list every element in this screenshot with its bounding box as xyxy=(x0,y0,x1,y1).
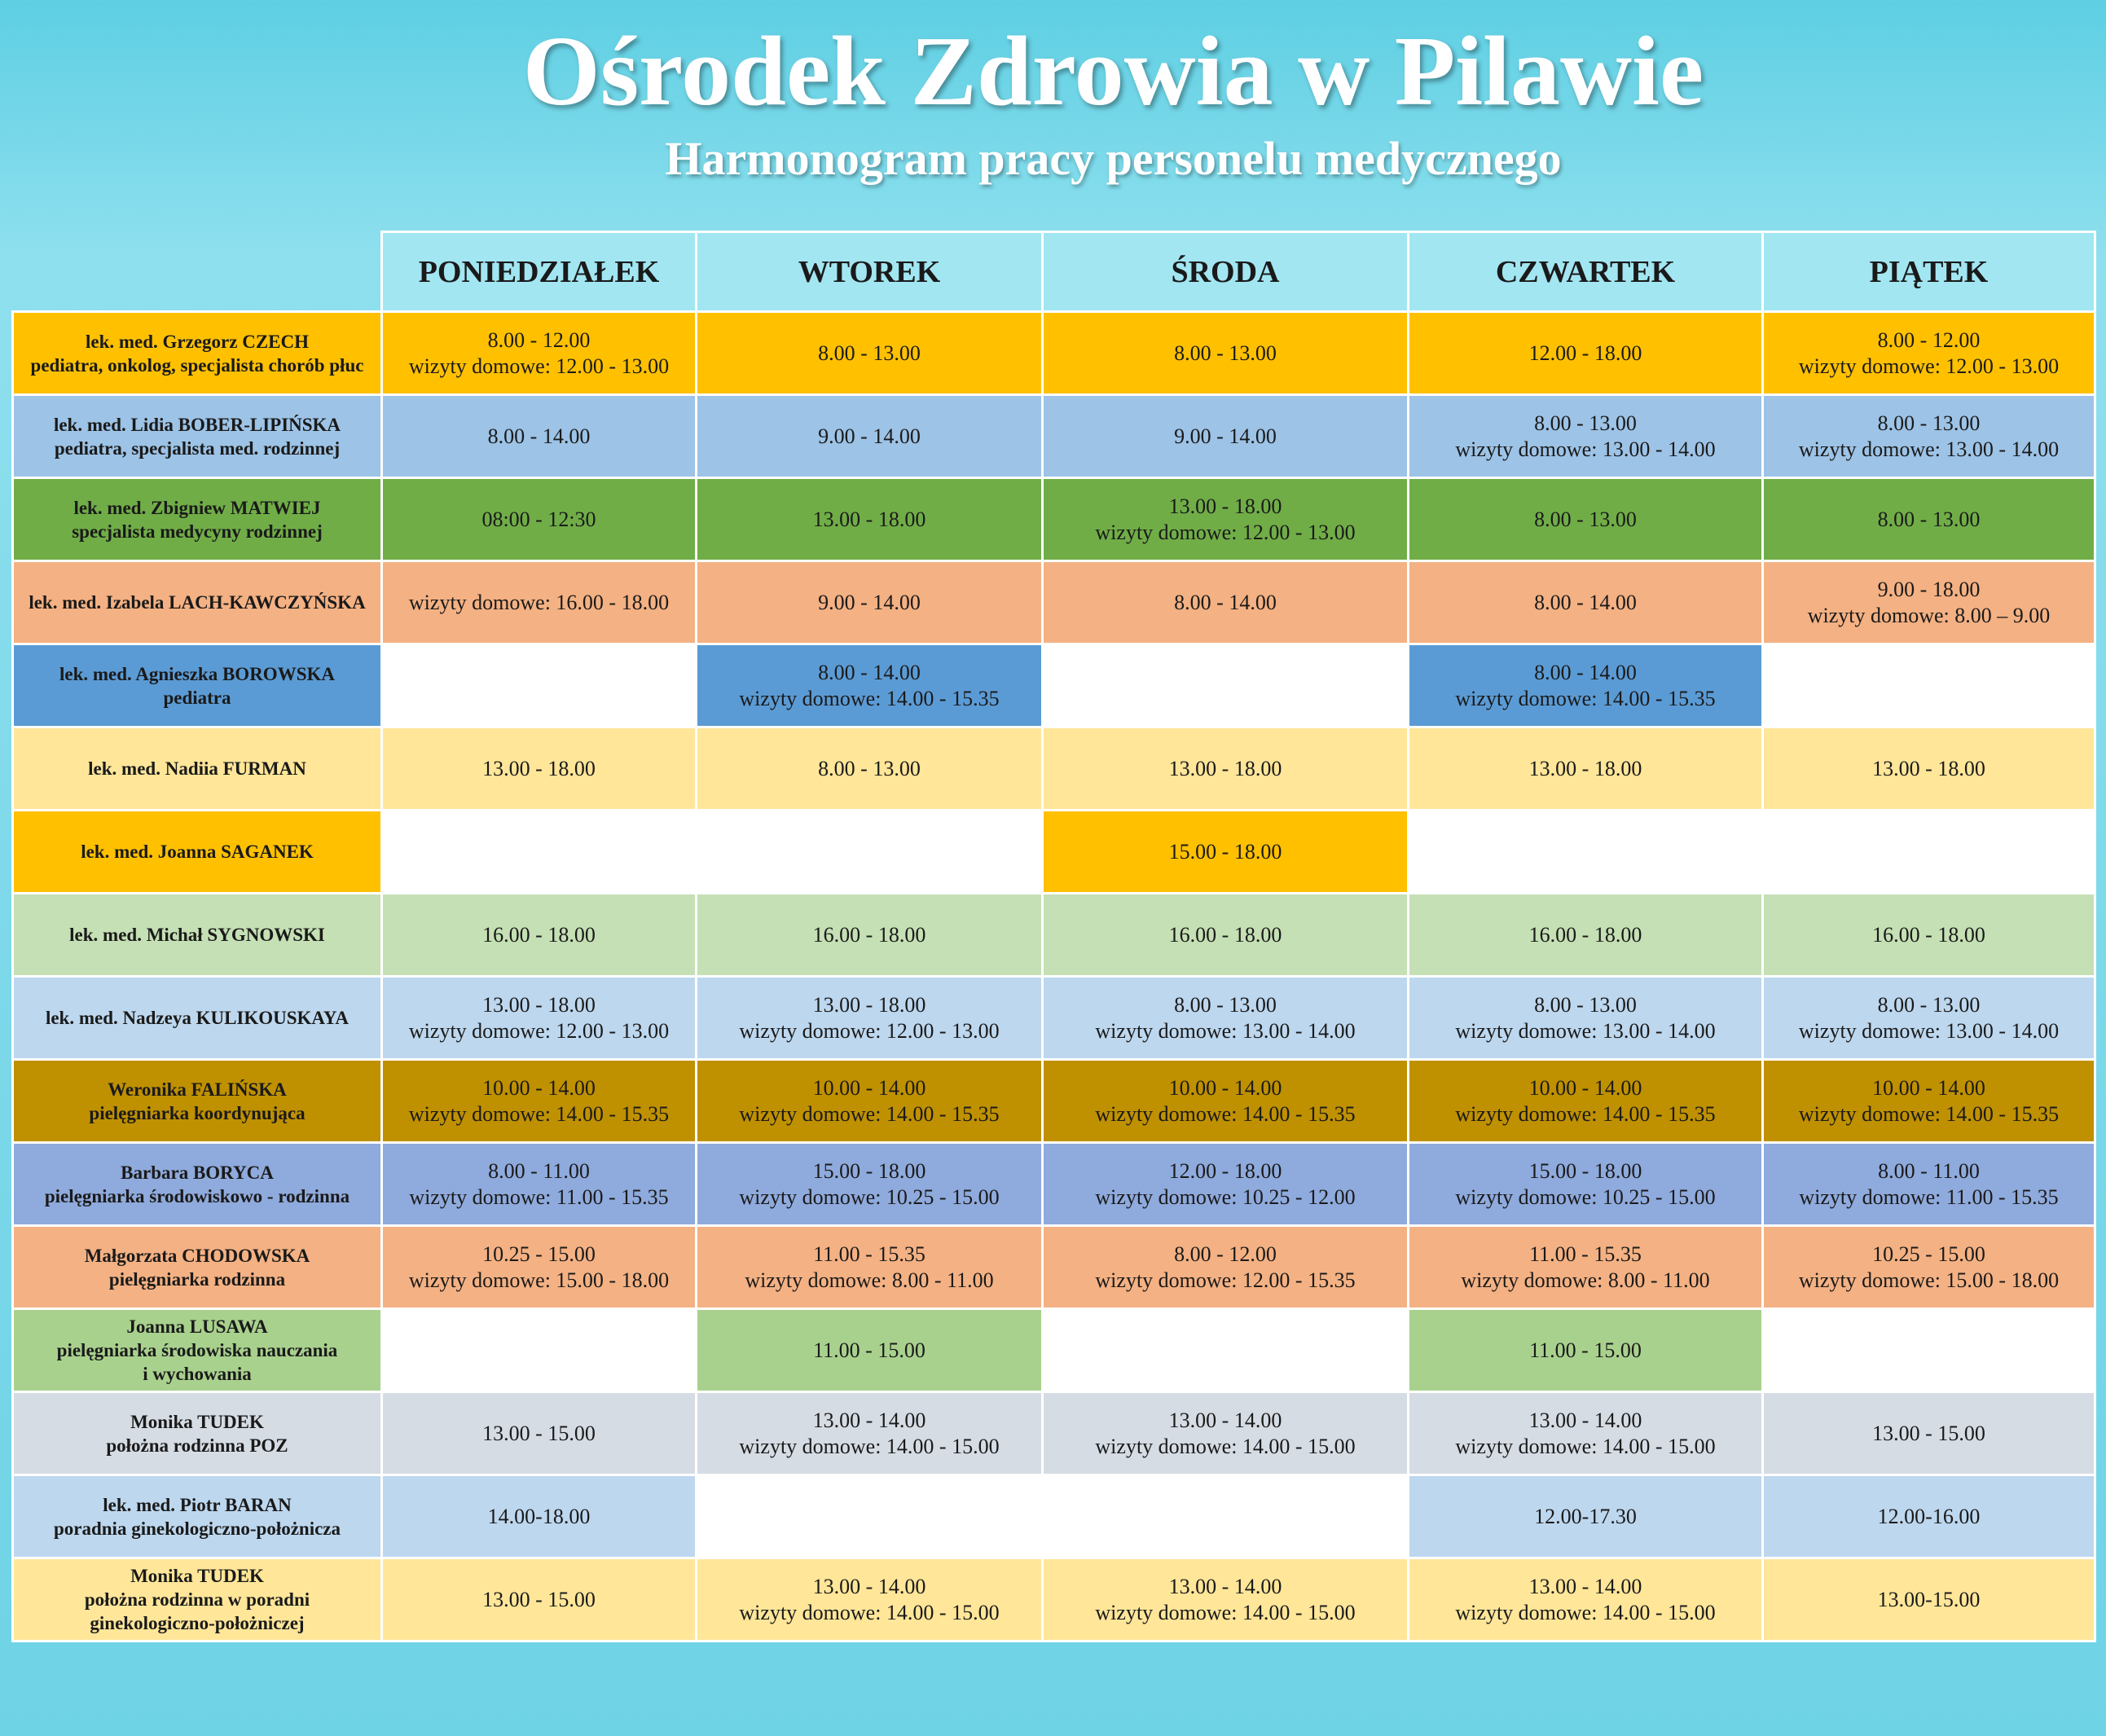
home-visit-hours: wizyty domowe: 8.00 - 11.00 xyxy=(745,1268,994,1292)
hours-cell-wednesday xyxy=(1043,1060,1409,1143)
table-row xyxy=(13,1309,2095,1392)
office-hours: 10.00 - 14.00 xyxy=(1872,1075,1985,1100)
staff-role: pediatra, specjalista med. rodzinnej xyxy=(54,437,341,459)
table-row xyxy=(13,1060,2095,1143)
office-hours: 13.00 - 14.00 xyxy=(1168,1574,1282,1598)
staff-name-cell xyxy=(13,1060,382,1143)
hours-cell-tuesday xyxy=(697,1309,1043,1392)
hours-cell-thursday xyxy=(1409,395,1763,478)
home-visit-hours: wizyty domowe: 10.25 - 15.00 xyxy=(1455,1184,1716,1209)
table-row xyxy=(13,811,2095,894)
staff-name-cell xyxy=(13,1475,382,1558)
day-header-thursday: CZWARTEK xyxy=(1409,232,1763,312)
staff-name-cell xyxy=(13,395,382,478)
table-row xyxy=(13,727,2095,811)
staff-name-cell xyxy=(13,312,382,395)
office-hours: 16.00 - 18.00 xyxy=(1872,922,1985,947)
table-row xyxy=(13,894,2095,977)
office-hours: 13.00 - 18.00 xyxy=(1872,756,1985,780)
office-hours: 14.00-18.00 xyxy=(487,1504,591,1528)
home-visit-hours: wizyty domowe: 10.25 - 12.00 xyxy=(1095,1184,1356,1209)
office-hours: 8.00 - 13.00 xyxy=(818,756,921,780)
hours-cell-monday xyxy=(382,478,697,561)
staff-name-cell xyxy=(13,561,382,644)
hours-cell-friday xyxy=(1763,1558,2095,1642)
hours-cell-wednesday xyxy=(1043,1226,1409,1309)
hours-cell-wednesday xyxy=(1043,478,1409,561)
hours-cell-monday xyxy=(382,395,697,478)
office-hours: 8.00 - 14.00 xyxy=(1534,590,1637,614)
table-row xyxy=(13,312,2095,395)
home-visit-hours: wizyty domowe: 11.00 - 15.35 xyxy=(1799,1184,2059,1209)
staff-name: lek. med. Agnieszka BOROWSKA xyxy=(59,663,335,684)
office-hours: 13.00 - 18.00 xyxy=(482,992,596,1017)
staff-name-cell xyxy=(13,478,382,561)
office-hours: 10.00 - 14.00 xyxy=(812,1075,926,1100)
hours-cell-friday xyxy=(1763,894,2095,977)
staff-name-cell xyxy=(13,1143,382,1226)
hours-cell-thursday xyxy=(1409,1558,1763,1642)
hours-cell-wednesday xyxy=(1043,727,1409,811)
hours-cell-friday xyxy=(1763,1060,2095,1143)
office-hours: 8.00 - 13.00 xyxy=(1174,341,1277,365)
staff-name-cell xyxy=(13,644,382,727)
hours-cell-thursday xyxy=(1409,1475,1763,1558)
table-row xyxy=(13,1226,2095,1309)
staff-role: i wychowania xyxy=(143,1364,252,1384)
home-visit-hours: wizyty domowe: 14.00 - 15.00 xyxy=(739,1600,1000,1624)
office-hours: 16.00 - 18.00 xyxy=(812,922,926,947)
hours-cell-monday xyxy=(382,1143,697,1226)
home-visit-hours: wizyty domowe: 12.00 - 13.00 xyxy=(408,354,670,378)
office-hours: 13.00 - 14.00 xyxy=(812,1574,926,1598)
office-hours: 11.00 - 15.35 xyxy=(813,1242,925,1266)
hours-cell-monday xyxy=(382,727,697,811)
staff-name-cell xyxy=(13,1392,382,1475)
home-visit-hours: wizyty domowe: 10.25 - 15.00 xyxy=(739,1184,1000,1209)
office-hours: 8.00 - 13.00 xyxy=(1174,992,1277,1017)
hours-cell-wednesday xyxy=(1043,312,1409,395)
hours-cell-tuesday xyxy=(697,1143,1043,1226)
office-hours: 10.25 - 15.00 xyxy=(1872,1242,1985,1266)
hours-cell-tuesday xyxy=(697,811,1043,894)
office-hours: 12.00-17.30 xyxy=(1534,1504,1637,1528)
hours-cell-monday xyxy=(382,1392,697,1475)
office-hours: 8.00 - 13.00 xyxy=(1877,411,1981,435)
hours-cell-wednesday xyxy=(1043,977,1409,1060)
home-visit-hours: wizyty domowe: 13.00 - 14.00 xyxy=(1798,1018,2060,1043)
office-hours: 15.00 - 18.00 xyxy=(812,1158,926,1183)
staff-name-cell xyxy=(13,1309,382,1392)
hours-cell-monday xyxy=(382,1558,697,1642)
hours-cell-friday xyxy=(1763,1143,2095,1226)
hours-cell-friday xyxy=(1763,1226,2095,1309)
hours-cell-thursday xyxy=(1409,1143,1763,1226)
home-visit-hours: wizyty domowe: 13.00 - 14.00 xyxy=(1798,437,2060,461)
home-visit-hours: wizyty domowe: 14.00 - 15.00 xyxy=(1095,1600,1356,1624)
office-hours: 8.00 - 13.00 xyxy=(1534,411,1637,435)
day-header-monday: PONIEDZIAŁEK xyxy=(382,232,697,312)
office-hours: 10.25 - 15.00 xyxy=(482,1242,596,1266)
staff-name: Barbara BORYCA xyxy=(121,1162,274,1183)
home-visit-hours: wizyty domowe: 11.00 - 15.35 xyxy=(409,1184,669,1209)
home-visit-hours: wizyty domowe: 12.00 - 13.00 xyxy=(1798,354,2060,378)
hours-cell-monday xyxy=(382,644,697,727)
office-hours: 9.00 - 14.00 xyxy=(1174,424,1277,448)
hours-cell-tuesday xyxy=(697,1060,1043,1143)
office-hours: 8.00 - 13.00 xyxy=(1534,992,1637,1017)
office-hours: 10.00 - 14.00 xyxy=(482,1075,596,1100)
home-visit-hours: wizyty domowe: 12.00 - 13.00 xyxy=(739,1018,1000,1043)
office-hours: 13.00 - 18.00 xyxy=(812,507,926,531)
staff-name: lek. med. Zbigniew MATWIEJ xyxy=(73,497,321,518)
home-visit-hours: wizyty domowe: 14.00 - 15.35 xyxy=(1455,686,1716,710)
staff-name: lek. med. Grzegorz CZECH xyxy=(85,331,310,352)
hours-cell-tuesday xyxy=(697,1475,1043,1558)
hours-cell-thursday xyxy=(1409,727,1763,811)
hours-cell-monday xyxy=(382,811,697,894)
staff-name: lek. med. Izabela LACH-KAWCZYŃSKA xyxy=(29,592,366,613)
hours-cell-thursday xyxy=(1409,1392,1763,1475)
office-hours: 13.00 - 18.00 xyxy=(1168,756,1282,780)
hours-cell-monday xyxy=(382,977,697,1060)
office-hours: 11.00 - 15.00 xyxy=(1529,1338,1642,1362)
office-hours: 8.00 - 14.00 xyxy=(487,424,591,448)
hours-cell-friday xyxy=(1763,478,2095,561)
office-hours: 13.00 - 18.00 xyxy=(1528,756,1642,780)
hours-cell-thursday xyxy=(1409,1226,1763,1309)
table-row xyxy=(13,395,2095,478)
hours-cell-wednesday xyxy=(1043,395,1409,478)
office-hours: 13.00 - 14.00 xyxy=(1168,1408,1282,1432)
hours-cell-tuesday xyxy=(697,894,1043,977)
hours-cell-tuesday xyxy=(697,727,1043,811)
staff-name: lek. med. Lidia BOBER-LIPIŃSKA xyxy=(53,414,341,435)
hours-cell-monday xyxy=(382,1060,697,1143)
hours-cell-wednesday xyxy=(1043,1475,1409,1558)
day-header-wednesday: ŚRODA xyxy=(1043,232,1409,312)
office-hours: 8.00 - 12.00 xyxy=(1877,327,1981,352)
hours-cell-friday xyxy=(1763,811,2095,894)
office-hours: 8.00 - 14.00 xyxy=(1174,590,1277,614)
hours-cell-thursday xyxy=(1409,977,1763,1060)
hours-cell-monday xyxy=(382,1226,697,1309)
home-visit-hours: wizyty domowe: 14.00 - 15.35 xyxy=(1798,1101,2060,1126)
staff-role: poradnia ginekologiczno-położnicza xyxy=(53,1518,341,1539)
page-title: Ośrodek Zdrowia w Pilawie xyxy=(522,16,1704,126)
office-hours: 15.00 - 18.00 xyxy=(1168,839,1282,864)
home-visit-hours: wizyty domowe: 12.00 - 13.00 xyxy=(408,1018,670,1043)
office-hours: 8.00 - 13.00 xyxy=(818,341,921,365)
table-row xyxy=(13,1392,2095,1475)
office-hours: 8.00 - 14.00 xyxy=(818,660,921,684)
staff-name-cell xyxy=(13,727,382,811)
hours-cell-wednesday xyxy=(1043,1309,1409,1392)
hours-cell-thursday xyxy=(1409,1309,1763,1392)
home-visit-hours: wizyty domowe: 14.00 - 15.00 xyxy=(1455,1434,1716,1458)
hours-cell-tuesday xyxy=(697,1226,1043,1309)
hours-cell-wednesday xyxy=(1043,1143,1409,1226)
home-visit-hours: wizyty domowe: 13.00 - 14.00 xyxy=(1455,437,1716,461)
office-hours: 9.00 - 18.00 xyxy=(1877,577,1981,601)
day-header-row xyxy=(13,232,2095,312)
home-visit-hours: wizyty domowe: 12.00 - 13.00 xyxy=(1095,520,1356,544)
staff-name-cell xyxy=(13,894,382,977)
office-hours: 8.00 - 13.00 xyxy=(1877,992,1981,1017)
staff-name-cell xyxy=(13,977,382,1060)
office-hours: 8.00 - 12.00 xyxy=(487,327,591,352)
hours-cell-friday xyxy=(1763,1475,2095,1558)
staff-role: pediatra, onkolog, specjalista chorób płuc xyxy=(30,354,364,376)
hours-cell-friday xyxy=(1763,977,2095,1060)
table-row xyxy=(13,478,2095,561)
table-row xyxy=(13,1143,2095,1226)
staff-role: specjalista medycyny rodzinnej xyxy=(72,521,323,542)
office-hours: 13.00 - 15.00 xyxy=(482,1587,596,1611)
home-visit-hours: wizyty domowe: 14.00 - 15.35 xyxy=(739,686,1000,710)
table-row xyxy=(13,561,2095,644)
office-hours: wizyty domowe: 16.00 - 18.00 xyxy=(408,590,670,614)
staff-name: lek. med. Nadiia FURMAN xyxy=(88,758,306,779)
hours-cell-friday xyxy=(1763,312,2095,395)
hours-cell-tuesday xyxy=(697,478,1043,561)
office-hours: 13.00 - 18.00 xyxy=(482,756,596,780)
home-visit-hours: wizyty domowe: 14.00 - 15.35 xyxy=(739,1101,1000,1126)
hours-cell-friday xyxy=(1763,395,2095,478)
staff-name: lek. med. Michał SYGNOWSKI xyxy=(69,925,325,945)
office-hours: 8.00 - 13.00 xyxy=(1534,507,1637,531)
staff-name-cell xyxy=(13,811,382,894)
hours-cell-thursday xyxy=(1409,478,1763,561)
staff-name: Małgorzata CHODOWSKA xyxy=(84,1245,310,1266)
office-hours: 11.00 - 15.00 xyxy=(813,1338,925,1362)
office-hours: 12.00-16.00 xyxy=(1877,1504,1981,1528)
staff-name: Joanna LUSAWA xyxy=(126,1316,268,1337)
office-hours: 12.00 - 18.00 xyxy=(1528,341,1642,365)
office-hours: 8.00 - 11.00 xyxy=(488,1158,590,1183)
office-hours: 13.00 - 14.00 xyxy=(1528,1408,1642,1432)
staff-role: pielęgniarka środowiska nauczania xyxy=(56,1340,338,1360)
hours-cell-monday xyxy=(382,312,697,395)
staff-name: lek. med. Nadzeya KULIKOUSKAYA xyxy=(45,1008,350,1028)
hours-cell-wednesday xyxy=(1043,1392,1409,1475)
office-hours: 16.00 - 18.00 xyxy=(482,922,596,947)
hours-cell-friday xyxy=(1763,727,2095,811)
office-hours: 11.00 - 15.35 xyxy=(1529,1242,1642,1266)
day-header-friday: PIĄTEK xyxy=(1763,232,2095,312)
hours-cell-thursday xyxy=(1409,644,1763,727)
table-row xyxy=(13,1558,2095,1642)
office-hours: 12.00 - 18.00 xyxy=(1168,1158,1282,1183)
staff-name-cell xyxy=(13,1558,382,1642)
staff-name-cell xyxy=(13,1226,382,1309)
office-hours: 10.00 - 14.00 xyxy=(1168,1075,1282,1100)
home-visit-hours: wizyty domowe: 13.00 - 14.00 xyxy=(1095,1018,1356,1043)
hours-cell-tuesday xyxy=(697,1558,1043,1642)
home-visit-hours: wizyty domowe: 14.00 - 15.35 xyxy=(1095,1101,1356,1126)
page-subtitle: Harmonogram pracy personelu medycznego xyxy=(665,132,1562,185)
hours-cell-tuesday xyxy=(697,395,1043,478)
hours-cell-wednesday xyxy=(1043,1558,1409,1642)
hours-cell-thursday xyxy=(1409,561,1763,644)
schedule-body xyxy=(13,312,2095,1642)
staff-name: Weronika FALIŃSKA xyxy=(108,1079,287,1100)
corner-cell xyxy=(13,232,382,312)
hours-cell-thursday xyxy=(1409,312,1763,395)
hours-cell-tuesday xyxy=(697,644,1043,727)
home-visit-hours: wizyty domowe: 14.00 - 15.00 xyxy=(739,1434,1000,1458)
home-visit-hours: wizyty domowe: 13.00 - 14.00 xyxy=(1455,1018,1716,1043)
office-hours: 9.00 - 14.00 xyxy=(818,590,921,614)
staff-role: pielęgniarka koordynująca xyxy=(89,1102,306,1123)
day-header-tuesday: WTOREK xyxy=(697,232,1043,312)
office-hours: 8.00 - 13.00 xyxy=(1877,507,1981,531)
office-hours: 15.00 - 18.00 xyxy=(1528,1158,1642,1183)
staff-role: pielęgniarka rodzinna xyxy=(108,1268,286,1290)
staff-name: Monika TUDEK xyxy=(130,1566,264,1586)
home-visit-hours: wizyty domowe: 14.00 - 15.35 xyxy=(1455,1101,1716,1126)
schedule-table xyxy=(11,231,2096,1642)
office-hours: 13.00 - 18.00 xyxy=(812,992,926,1017)
hours-cell-wednesday xyxy=(1043,894,1409,977)
hours-cell-tuesday xyxy=(697,977,1043,1060)
office-hours: 13.00 - 14.00 xyxy=(812,1408,926,1432)
hours-cell-tuesday xyxy=(697,312,1043,395)
home-visit-hours: wizyty domowe: 15.00 - 18.00 xyxy=(408,1268,670,1292)
hours-cell-friday xyxy=(1763,1392,2095,1475)
hours-cell-monday xyxy=(382,1309,697,1392)
home-visit-hours: wizyty domowe: 8.00 – 9.00 xyxy=(1807,603,2051,627)
hours-cell-thursday xyxy=(1409,811,1763,894)
hours-cell-tuesday xyxy=(697,561,1043,644)
office-hours: 13.00 - 15.00 xyxy=(482,1421,596,1445)
hours-cell-wednesday xyxy=(1043,561,1409,644)
hours-cell-thursday xyxy=(1409,1060,1763,1143)
home-visit-hours: wizyty domowe: 12.00 - 15.35 xyxy=(1095,1268,1356,1292)
table-row xyxy=(13,644,2095,727)
office-hours: 08:00 - 12:30 xyxy=(481,507,596,531)
office-hours: 8.00 - 11.00 xyxy=(1878,1158,1980,1183)
office-hours: 10.00 - 14.00 xyxy=(1528,1075,1642,1100)
hours-cell-wednesday xyxy=(1043,811,1409,894)
staff-role: ginekologiczno-położniczej xyxy=(90,1613,305,1633)
hours-cell-monday xyxy=(382,561,697,644)
hours-cell-tuesday xyxy=(697,1392,1043,1475)
office-hours: 8.00 - 12.00 xyxy=(1174,1242,1277,1266)
staff-role: położna rodzinna w poradni xyxy=(84,1589,310,1610)
office-hours: 16.00 - 18.00 xyxy=(1168,922,1282,947)
staff-name: lek. med. Piotr BARAN xyxy=(103,1494,292,1515)
staff-role: pediatra xyxy=(163,687,231,708)
office-hours: 13.00 - 15.00 xyxy=(1872,1421,1985,1445)
hours-cell-wednesday xyxy=(1043,644,1409,727)
home-visit-hours: wizyty domowe: 14.00 - 15.00 xyxy=(1455,1600,1716,1624)
hours-cell-thursday xyxy=(1409,894,1763,977)
hours-cell-friday xyxy=(1763,561,2095,644)
office-hours: 8.00 - 14.00 xyxy=(1534,660,1637,684)
staff-name: Monika TUDEK xyxy=(130,1411,264,1432)
hours-cell-friday xyxy=(1763,1309,2095,1392)
table-row xyxy=(13,977,2095,1060)
office-hours: 9.00 - 14.00 xyxy=(818,424,921,448)
home-visit-hours: wizyty domowe: 14.00 - 15.35 xyxy=(408,1101,670,1126)
staff-role: pielęgniarka środowiskowo - rodzinna xyxy=(44,1185,350,1206)
hours-cell-monday xyxy=(382,1475,697,1558)
hours-cell-friday xyxy=(1763,644,2095,727)
hours-cell-monday xyxy=(382,894,697,977)
staff-role: położna rodzinna POZ xyxy=(106,1435,288,1456)
home-visit-hours: wizyty domowe: 14.00 - 15.00 xyxy=(1095,1434,1356,1458)
office-hours: 13.00 - 18.00 xyxy=(1168,494,1282,518)
home-visit-hours: wizyty domowe: 15.00 - 18.00 xyxy=(1798,1268,2060,1292)
home-visit-hours: wizyty domowe: 8.00 - 11.00 xyxy=(1461,1268,1710,1292)
staff-name: lek. med. Joanna SAGANEK xyxy=(81,842,314,862)
table-row xyxy=(13,1475,2095,1558)
office-hours: 16.00 - 18.00 xyxy=(1528,922,1642,947)
office-hours: 13.00-15.00 xyxy=(1877,1587,1981,1611)
office-hours: 13.00 - 14.00 xyxy=(1528,1574,1642,1598)
